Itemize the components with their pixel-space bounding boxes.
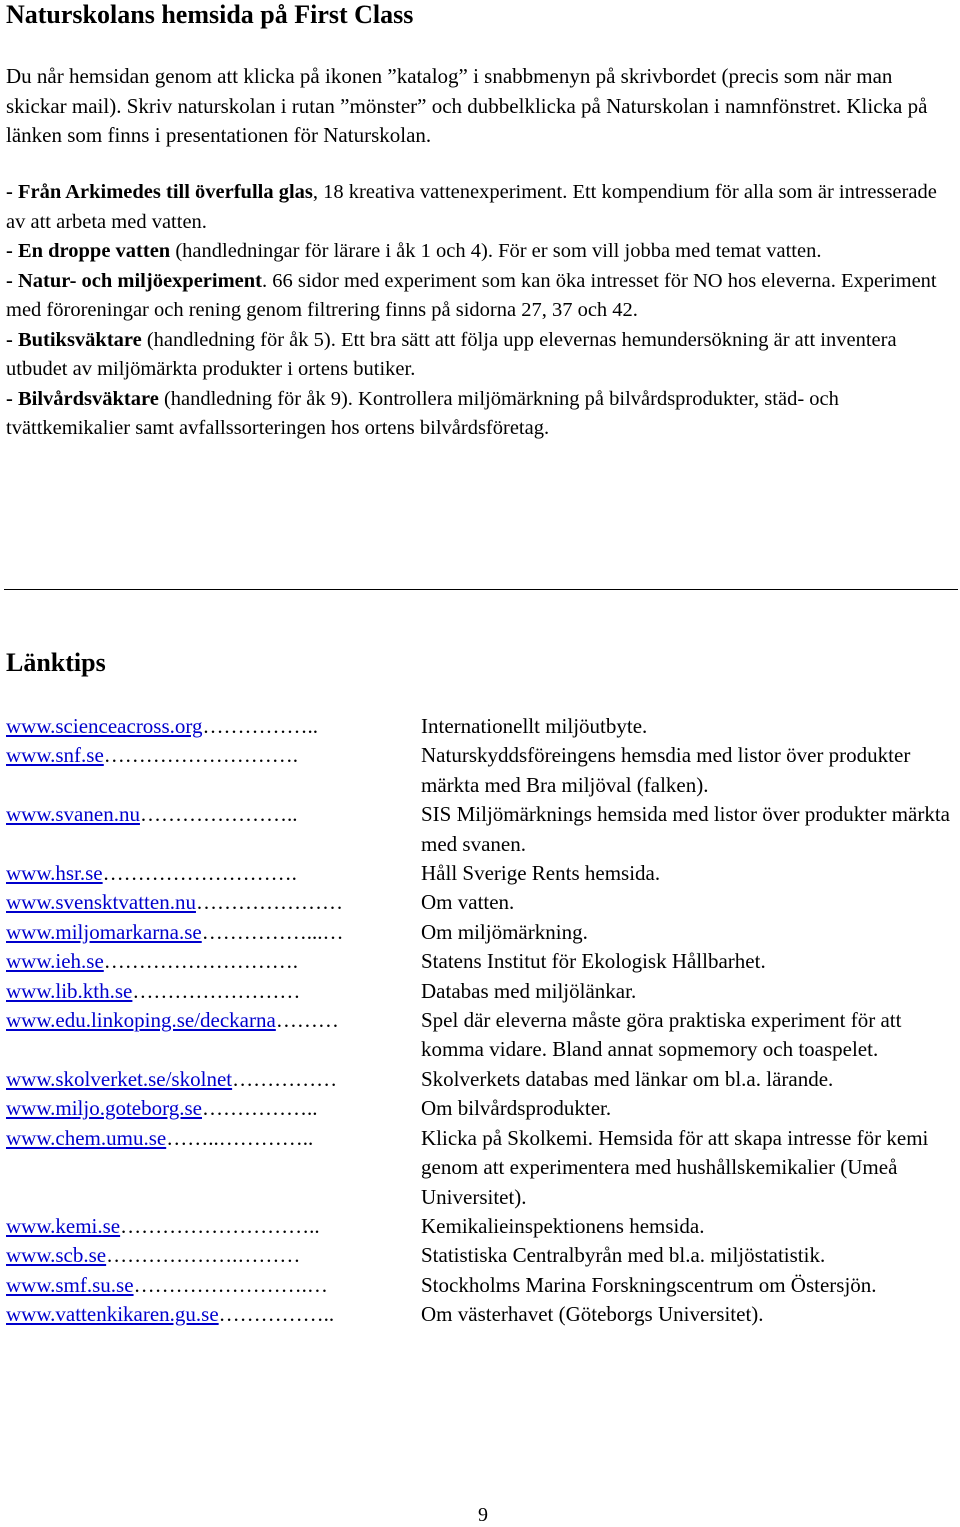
list-item	[6, 237, 960, 267]
list-item	[6, 385, 960, 444]
link-description: Spel där eleverna måste göra praktiska experiment för att komma vidare. Bland annat sopmemory och toaspelet.	[421, 1008, 902, 1062]
link-dots: ………………………..	[120, 1213, 320, 1238]
link-url[interactable]: www.kemi.se	[6, 1213, 121, 1238]
link-list	[6, 712, 956, 1330]
link-dots: ……………..	[201, 1096, 318, 1121]
link-url[interactable]: www.scb.se	[6, 1243, 107, 1268]
list-item	[6, 326, 960, 385]
item-title: - Natur- och miljöexperiment	[6, 269, 262, 292]
link-url[interactable]: www.edu.linkoping.se/deckarna	[6, 1008, 276, 1033]
link-description: Stockholms Marina Forskningscentrum om Östersjön.	[421, 1272, 877, 1297]
link-row	[6, 1124, 956, 1212]
link-dots: ……………………	[132, 978, 301, 1003]
link-description: Databas med miljölänkar.	[421, 978, 637, 1003]
item-title: - En droppe vatten	[6, 240, 171, 262]
link-url[interactable]: www.miljo.goteborg.se	[6, 1096, 202, 1121]
link-url[interactable]: www.lib.kth.se	[6, 978, 133, 1003]
link-dots: …………………..	[139, 802, 298, 827]
link-dots: ………	[275, 1008, 339, 1033]
link-url[interactable]: www.chem.umu.se	[6, 1125, 167, 1150]
list-item	[6, 267, 960, 326]
link-description: SIS Miljömärknings hemsida med listor över produkter märkta med svanen.	[421, 802, 950, 856]
link-url[interactable]: www.skolverket.se/skolnet	[6, 1066, 233, 1091]
link-dots: ……………	[232, 1066, 338, 1091]
link-row	[6, 1271, 956, 1300]
page-number: 9	[478, 1504, 488, 1526]
link-row	[6, 947, 956, 976]
link-row	[6, 741, 956, 800]
link-dots: ……………..	[202, 714, 319, 738]
link-description: Håll Sverige Rents hemsida.	[421, 861, 661, 886]
link-row	[6, 1212, 956, 1241]
link-row	[6, 1094, 956, 1123]
link-row	[6, 888, 956, 917]
link-description: Om bilvårdsprodukter.	[421, 1096, 612, 1121]
link-url[interactable]: www.hsr.se	[6, 861, 103, 886]
page-title: Naturskolans hemsida på First Class	[6, 0, 414, 29]
material-list	[6, 178, 960, 444]
list-item	[6, 178, 960, 237]
link-description: Kemikalieinspektionens hemsida.	[421, 1213, 705, 1238]
link-dots: ……………………….	[103, 949, 299, 974]
link-row	[6, 712, 956, 741]
link-url[interactable]: www.scienceacross.org	[6, 714, 203, 738]
item-title: - Butiksväktare	[6, 328, 142, 351]
link-dots: ……………...…	[201, 919, 344, 944]
intro-paragraph: Du når hemsidan genom att klicka på ikonen ”katalog” i snabbmenyn på skrivbordet (precis som när man skickar mail). Skriv naturskolan i rutan ”mönster” och dubbelklicka på Naturskolan i namnfönstret. Klicka på länken som finns i presentationen för Naturskolan.	[6, 64, 928, 147]
item-text: (handledningar för lärare i åk 1 och 4). För er som vill jobba med temat vatten.	[170, 240, 822, 262]
link-description: Naturskyddsföreingens hemsdia med listor över produkter märkta med Bra miljöval (falken).	[421, 743, 911, 797]
link-dots: ……………………….	[103, 743, 299, 768]
link-row	[6, 800, 956, 859]
link-description: Om västerhavet (Göteborgs Universitet).	[421, 1302, 764, 1327]
link-description: Statistiska Centralbyrån med bl.a. miljöstatistik.	[421, 1243, 826, 1268]
item-text: , 18 kreativa vattenexperiment. Ett kompendium för alla som är intresserade av att arbeta med vatten.	[6, 181, 937, 233]
item-title: - Från Arkimedes till överfulla glas	[6, 181, 313, 203]
link-row	[6, 859, 956, 888]
link-row	[6, 1300, 956, 1329]
link-description: Skolverkets databas med länkar om bl.a. lärande.	[421, 1066, 834, 1091]
link-dots: ……………………….	[102, 861, 297, 886]
link-description: Statens Institut för Ekologisk Hållbarhet.	[421, 949, 766, 974]
links-title: Länktips	[6, 648, 106, 677]
link-url[interactable]: www.vattenkikaren.gu.se	[6, 1302, 219, 1327]
horizontal-rule	[4, 589, 958, 590]
link-dots: ……………..	[218, 1302, 335, 1327]
link-url[interactable]: www.smf.su.se	[6, 1272, 134, 1297]
link-url[interactable]: www.snf.se	[6, 743, 104, 768]
link-description: Om miljömärkning.	[421, 919, 588, 944]
link-dots: ……..…………..	[166, 1125, 314, 1150]
link-dots: …………………….…	[133, 1272, 328, 1297]
item-text: (handledning för åk 9). Kontrollera miljömärkning på bilvårdsprodukter, städ- och tvättkemikalier samt avfallssorteringen hos ortens bilvårdsföretag.	[6, 387, 839, 439]
link-description: Internationellt miljöutbyte.	[421, 714, 648, 738]
link-row	[6, 1006, 956, 1065]
item-text: . 66 sidor med experiment som kan öka intresset för NO hos eleverna. Experiment med föroreningar och rening genom filtrering finns på sidorna 27, 37 och 42.	[6, 269, 937, 321]
link-row	[6, 977, 956, 1006]
link-dots: ……………….………	[106, 1243, 301, 1268]
link-dots: …………………	[195, 890, 343, 915]
link-url[interactable]: www.miljomarkarna.se	[6, 919, 202, 944]
link-description: Klicka på Skolkemi. Hemsida för att skapa intresse för kemi genom att experimentera med hushållskemikalier (Umeå Universitet).	[421, 1125, 929, 1209]
link-url[interactable]: www.ieh.se	[6, 949, 104, 974]
link-url[interactable]: www.svensktvatten.nu	[6, 890, 196, 915]
link-url[interactable]: www.svanen.nu	[6, 802, 140, 827]
link-row	[6, 918, 956, 947]
link-row	[6, 1065, 956, 1094]
item-text: (handledning för åk 5). Ett bra sätt att följa upp elevernas hemundersökning är att inventera utbudet av miljömärkta produkter i ortens butiker.	[6, 328, 897, 380]
link-row	[6, 1241, 956, 1270]
item-title: - Bilvårdsväktare	[6, 387, 159, 410]
link-description: Om vatten.	[421, 890, 515, 915]
